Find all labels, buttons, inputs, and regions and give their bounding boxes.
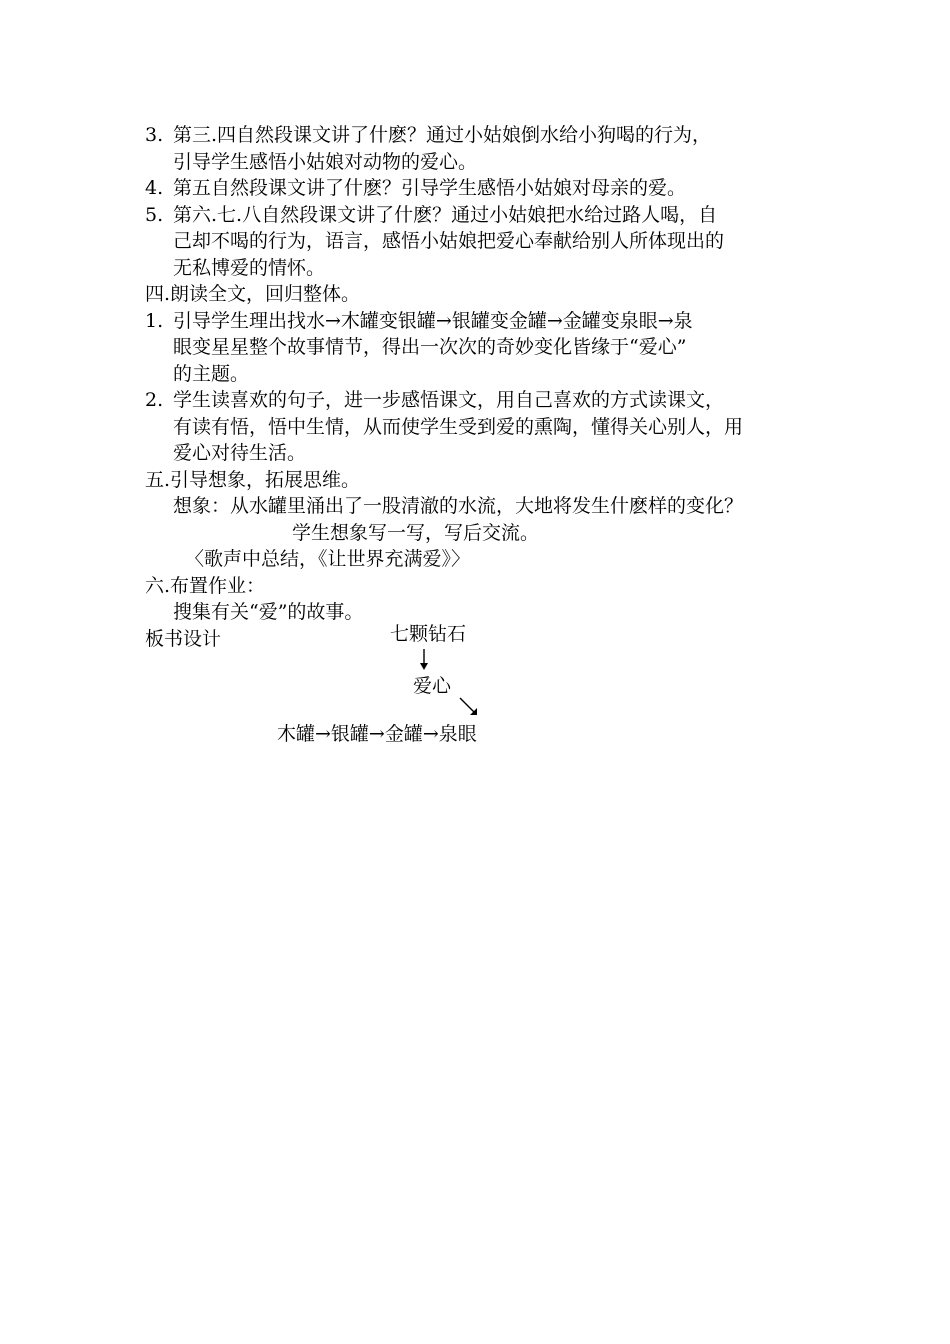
text-line: 第三.四自然段课文讲了什麽？通过小姑娘倒水给小狗喝的行为，: [173, 124, 712, 146]
section4-item-2: [145, 387, 820, 467]
list-item-text: [173, 308, 820, 388]
imagination-activity: 学生想象写一写，写后交流。: [292, 521, 540, 544]
list-item-3: [145, 122, 820, 175]
text-line: 学生读喜欢的句子，进一步感悟课文，用自己喜欢的方式读课文，: [173, 389, 725, 411]
list-item-4: [145, 175, 820, 202]
list-item-text: [173, 387, 820, 467]
list-item-text: [173, 175, 820, 202]
text-line: 的主题。: [173, 362, 250, 385]
list-item-text: [173, 122, 820, 175]
text-line: 无私博爱的情怀。: [173, 256, 326, 279]
text-line: 引导学生理出找水→木罐变银罐→银罐变金罐→金罐变泉眼→泉: [173, 309, 693, 332]
text-line: 有读有悟，悟中生情，从而使学生受到爱的熏陶，懂得关心别人，用: [173, 415, 744, 438]
board-bottom-chain: 木罐→银罐→金罐→泉眼: [277, 723, 477, 745]
list-item-text: [173, 202, 820, 282]
homework-text: 搜集有关“爱”的故事。: [173, 601, 364, 623]
list-number: 4.: [145, 177, 164, 199]
diagonal-arrow-icon: [458, 696, 480, 718]
text-line: 第五自然段课文讲了什麽？引导学生感悟小姑娘对母亲的爱。: [173, 177, 687, 199]
board-top-node: 七颗钻石: [390, 623, 467, 645]
text-line: 爱心对待生活。: [173, 442, 307, 464]
text-line: 己却不喝的行为，语言，感悟小姑娘把爱心奉献给别人所体现出的: [173, 230, 725, 252]
list-item-5: [145, 202, 820, 282]
list-number: 1.: [145, 309, 164, 332]
text-line: 眼变星星整个故事情节，得出一次次的奇妙变化皆缘于“爱心”: [173, 336, 687, 358]
section-heading-5: 五.引导想象，拓展思维。: [145, 468, 361, 491]
song-summary: 〈歌声中总结，《让世界充满爱》〉: [185, 548, 471, 570]
imagination-prompt: 想象：从水罐里涌出了一股清澈的水流，大地将发生什麽样的变化？: [173, 495, 744, 517]
section-heading-4: 四.朗读全文，回归整体。: [145, 283, 361, 305]
section-heading-6: 六.布置作业：: [145, 574, 266, 597]
list-number: 3.: [145, 124, 164, 146]
section4-item-1: [145, 308, 820, 388]
text-line: 引导学生感悟小姑娘对动物的爱心。: [173, 150, 478, 173]
text-line: 第六.七.八自然段课文讲了什麽？通过小姑娘把水给过路人喝，自: [173, 203, 718, 226]
list-number: 5.: [145, 203, 164, 226]
list-number: 2.: [145, 389, 164, 411]
board-middle-node: 爱心: [413, 675, 452, 697]
lesson-plan-body: [145, 122, 820, 652]
board-design-heading: 板书设计: [145, 627, 222, 650]
